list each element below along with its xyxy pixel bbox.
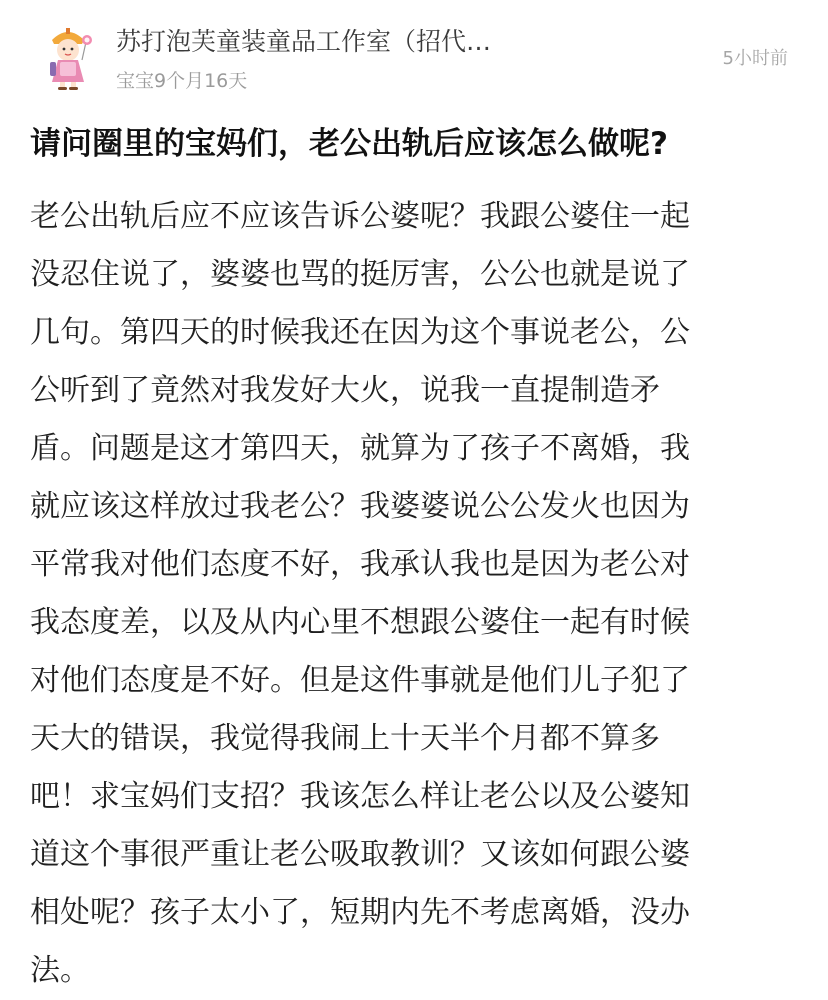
post-time: 5小时前: [722, 48, 788, 69]
post-body-line: 老公出轨后应不应该告诉公婆呢？我跟公婆住一起: [30, 199, 690, 234]
cartoon-child-avatar-icon: [32, 20, 104, 92]
post-body-line: 道这个事很严重让老公吸取教训？又该如何跟公婆: [30, 837, 690, 872]
post-body-line: 相处呢？孩子太小了，短期内先不考虑离婚，没办: [30, 895, 690, 930]
post-body-line: 吧！求宝妈们支招？我该怎么样让老公以及公婆知: [30, 779, 690, 814]
post-body-line: 公听到了竟然对我发好大火，说我一直提制造矛: [30, 373, 660, 408]
post-body-line: 天大的错误，我觉得我闹上十天半个月都不算多: [30, 721, 660, 756]
post-body-line: 盾。问题是这才第四天，就算为了孩子不离婚，我: [30, 431, 690, 466]
post-body-line: 我态度差，以及从内心里不想跟公婆住一起有时候: [30, 605, 690, 640]
author-name[interactable]: 苏打泡芙童装童品工作室（招代…: [116, 27, 492, 56]
post-body-line: 法。: [30, 953, 90, 988]
author-avatar[interactable]: [32, 20, 104, 92]
post-body-line: 就应该这样放过我老公？我婆婆说公公发火也因为: [30, 489, 690, 524]
post-body-line: 对他们态度是不好。但是这件事就是他们儿子犯了: [30, 663, 690, 698]
post-title: 请问圈里的宝妈们，老公出轨后应该怎么做呢?: [30, 126, 668, 162]
post-body-line: 没忍住说了，婆婆也骂的挺厉害，公公也就是说了: [30, 257, 690, 292]
baby-age-label: 宝宝9个月16天: [116, 70, 248, 92]
post-body-line: 平常我对他们态度不好，我承认我也是因为老公对: [30, 547, 690, 582]
post-body: [30, 188, 790, 1000]
post-body-line: 几句。第四天的时候我还在因为这个事说老公，公: [30, 315, 690, 350]
post-header: [0, 0, 828, 110]
